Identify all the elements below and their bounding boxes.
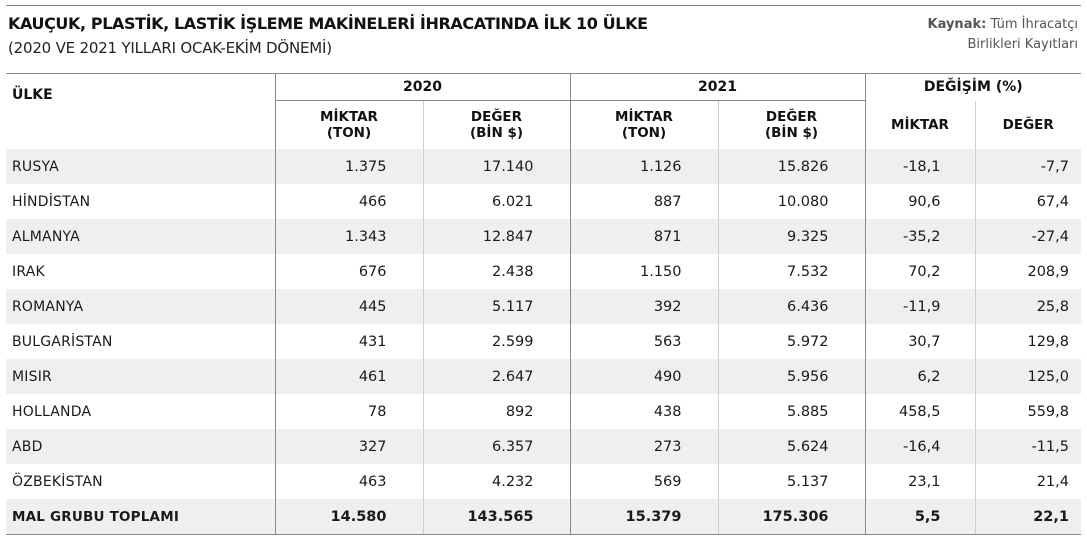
qty-2020-line1: MİKTAR [320, 109, 378, 125]
header-row-years [6, 74, 1081, 101]
val-2021-cell: 10.080 [718, 184, 865, 219]
val-2021-line1: DEĞER [765, 109, 818, 125]
country-cell: ALMANYA [6, 219, 275, 254]
change-val-cell: 21,4 [975, 464, 1081, 499]
qty-2020-cell: 445 [275, 289, 423, 324]
qty-2021-line1: MİKTAR [615, 109, 673, 125]
total-change-qty-cell: 5,5 [865, 499, 975, 535]
val-2020-cell: 5.117 [423, 289, 570, 324]
qty-2020-cell: 1.375 [275, 149, 423, 184]
table-row [6, 324, 1081, 359]
change-qty-cell: -16,4 [865, 429, 975, 464]
page-subtitle: (2020 VE 2021 YILLARI OCAK-EKİM DÖNEMİ) [8, 39, 332, 57]
top-rule [6, 5, 1081, 6]
val-2020-cell: 6.357 [423, 429, 570, 464]
change-qty-cell: 23,1 [865, 464, 975, 499]
qty-2021-cell: 273 [570, 429, 718, 464]
change-qty-cell: 30,7 [865, 324, 975, 359]
change-qty-cell: 70,2 [865, 254, 975, 289]
total-qty-2020-cell: 14.580 [275, 499, 423, 535]
qty-2020-cell: 431 [275, 324, 423, 359]
qty-2020-line2: (TON) [326, 125, 372, 141]
qty-2021-cell: 887 [570, 184, 718, 219]
val-2020-cell: 4.232 [423, 464, 570, 499]
val-2021-cell: 5.885 [718, 394, 865, 429]
column-header-2020: 2020 [275, 74, 570, 101]
change-val-cell: 208,9 [975, 254, 1081, 289]
total-val-2021-cell: 175.306 [718, 499, 865, 535]
val-2020-cell: 2.438 [423, 254, 570, 289]
column-header-change-val: DEĞER [975, 101, 1081, 150]
val-2020-cell: 2.599 [423, 324, 570, 359]
qty-2020-cell: 1.343 [275, 219, 423, 254]
qty-2021-cell: 490 [570, 359, 718, 394]
qty-2020-cell: 461 [275, 359, 423, 394]
table-row [6, 149, 1081, 184]
qty-2020-cell: 676 [275, 254, 423, 289]
qty-2020-cell: 327 [275, 429, 423, 464]
val-2021-cell: 5.972 [718, 324, 865, 359]
column-header-val-2021 [718, 101, 865, 150]
change-val-cell: 25,8 [975, 289, 1081, 324]
column-header-qty-2021 [570, 101, 718, 150]
table-row [6, 254, 1081, 289]
total-val-2020-cell: 143.565 [423, 499, 570, 535]
val-2020-cell: 892 [423, 394, 570, 429]
country-cell: HOLLANDA [12, 403, 92, 420]
qty-2021-line2: (TON) [621, 125, 667, 141]
country-cell: ÖZBEKİSTAN [12, 473, 103, 490]
column-header-change: DEĞİŞİM (%) [865, 74, 1081, 101]
column-header-2021: 2021 [570, 74, 865, 101]
qty-2021-cell: 563 [570, 324, 718, 359]
change-val-cell: -11,5 [975, 429, 1081, 464]
country-cell: ROMANYA [6, 289, 275, 324]
column-header-country: ÜLKE [12, 87, 53, 103]
change-val-cell: -27,4 [975, 219, 1081, 254]
source-line-1: Tüm İhracatçı [990, 17, 1078, 32]
source-note [928, 15, 1078, 55]
qty-2021-cell: 569 [570, 464, 718, 499]
val-2020-line2: (BİN $) [469, 125, 524, 141]
table-row [6, 289, 1081, 324]
change-val-cell: 129,8 [975, 324, 1081, 359]
val-2021-cell: 5.624 [718, 429, 865, 464]
total-qty-2021-cell: 15.379 [570, 499, 718, 535]
change-qty-cell: 90,6 [865, 184, 975, 219]
val-2021-cell: 7.532 [718, 254, 865, 289]
val-2020-cell: 6.021 [423, 184, 570, 219]
val-2020-cell: 2.647 [423, 359, 570, 394]
source-label: Kaynak: [927, 17, 987, 32]
change-val-cell: 125,0 [975, 359, 1081, 394]
change-qty-cell: 6,2 [865, 359, 975, 394]
country-cell: HİNDİSTAN [12, 193, 91, 210]
country-cell: BULGARİSTAN [12, 333, 113, 350]
country-cell: ABD [6, 429, 275, 464]
column-header-change-qty: MİKTAR [865, 101, 975, 150]
change-qty-cell: -35,2 [865, 219, 975, 254]
change-val-cell: 559,8 [975, 394, 1081, 429]
val-2021-line2: (BİN $) [764, 125, 819, 141]
total-row [6, 499, 1081, 535]
change-qty-cell: -18,1 [865, 149, 975, 184]
val-2021-cell: 9.325 [718, 219, 865, 254]
val-2021-cell: 5.956 [718, 359, 865, 394]
qty-2020-cell: 78 [275, 394, 423, 429]
qty-2021-cell: 871 [570, 219, 718, 254]
table-row [6, 394, 1081, 429]
change-val-cell: -7,7 [975, 149, 1081, 184]
qty-2021-cell: 1.126 [570, 149, 718, 184]
country-cell: RUSYA [6, 149, 275, 184]
qty-2021-cell: 1.150 [570, 254, 718, 289]
val-2020-cell: 12.847 [423, 219, 570, 254]
qty-2020-cell: 466 [275, 184, 423, 219]
table-row [6, 359, 1081, 394]
total-label-cell: MAL GRUBU TOPLAMI [6, 499, 275, 535]
val-2020-line1: DEĞER [470, 109, 523, 125]
change-qty-cell: -11,9 [865, 289, 975, 324]
val-2020-cell: 17.140 [423, 149, 570, 184]
country-cell: MISIR [6, 359, 275, 394]
qty-2021-cell: 392 [570, 289, 718, 324]
page-title: KAUÇUK, PLASTİK, LASTİK İŞLEME MAKİNELERİ İHRACATINDA İLK 10 ÜLKE [8, 14, 648, 33]
table-row [6, 429, 1081, 464]
val-2021-cell: 15.826 [718, 149, 865, 184]
source-line-2: Birlikleri Kayıtları [967, 37, 1078, 52]
export-table [6, 73, 1081, 535]
val-2021-cell: 5.137 [718, 464, 865, 499]
change-qty-cell: 458,5 [865, 394, 975, 429]
column-header-qty-2020 [275, 101, 423, 150]
total-change-val-cell: 22,1 [975, 499, 1081, 535]
qty-2021-cell: 438 [570, 394, 718, 429]
qty-2020-cell: 463 [275, 464, 423, 499]
val-2021-cell: 6.436 [718, 289, 865, 324]
change-val-cell: 67,4 [975, 184, 1081, 219]
table-row [6, 219, 1081, 254]
country-cell: IRAK [12, 263, 45, 280]
table-row [6, 464, 1081, 499]
table-row [6, 184, 1081, 219]
column-header-val-2020 [423, 101, 570, 150]
